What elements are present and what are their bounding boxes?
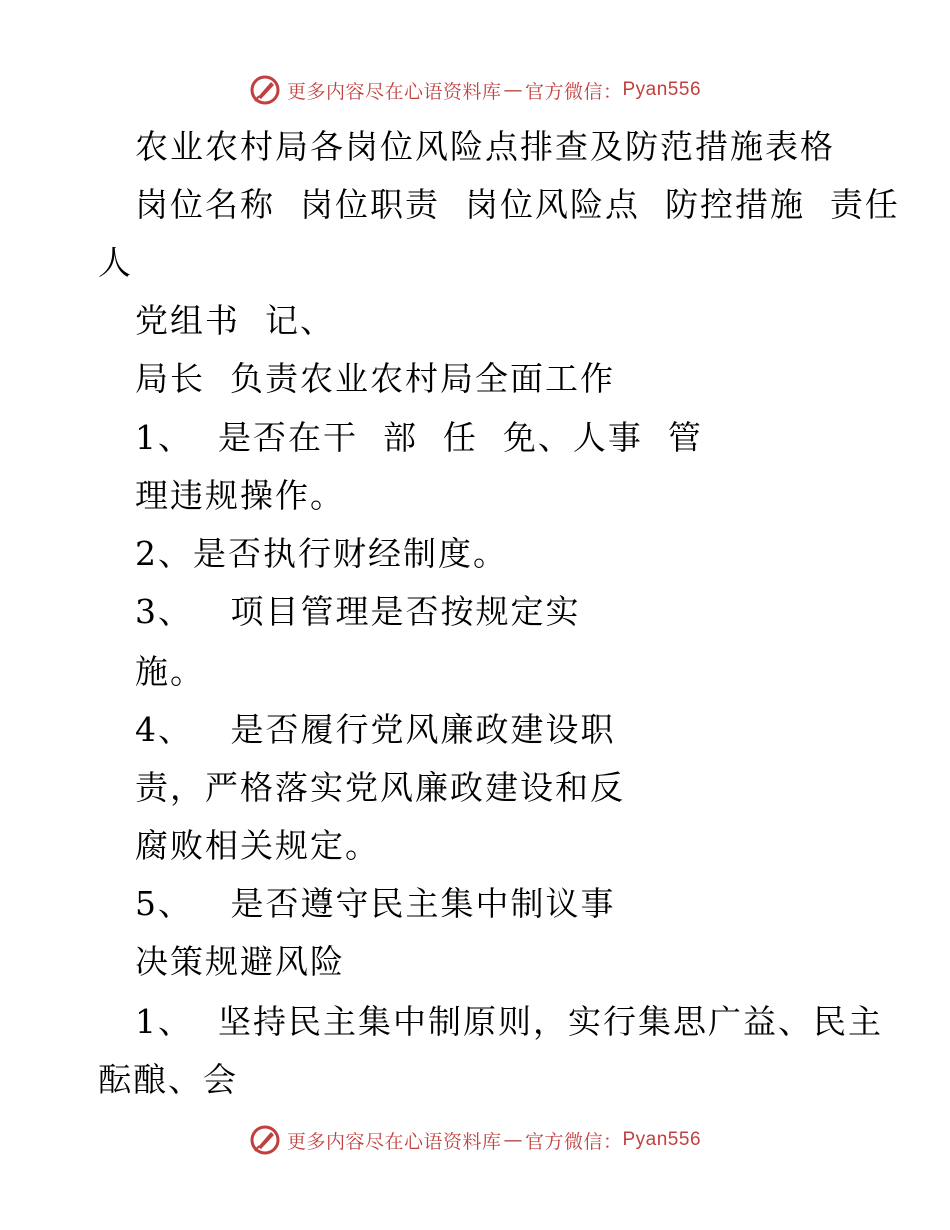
text-line: 2、是否执行财经制度。 <box>135 534 508 573</box>
feather-pen-icon <box>249 1124 281 1156</box>
text-line: 5、 是否遵守民主集中制议事 <box>135 884 616 923</box>
feather-pen-icon <box>249 74 281 106</box>
table-header-line-wrap: 人 <box>98 243 133 282</box>
text-line: 责，严格落实党风廉政建设和反 <box>135 768 625 807</box>
text-line: 1、 是否在干 部 任 免、人事 管 <box>135 418 703 457</box>
text-line: 施。 <box>135 652 205 691</box>
header-watermark <box>0 70 950 110</box>
table-header-line: 岗位名称 岗位职责 岗位风险点 防控措施 责任 <box>135 185 900 224</box>
footer-watermark <box>0 1120 950 1160</box>
text-line: 理违规操作。 <box>135 476 345 515</box>
text-line: 腐败相关规定。 <box>135 826 380 865</box>
watermark-wechat-id: Pyan556 <box>622 1129 702 1150</box>
text-line: 1、 坚持民主集中制原则，实行集思广益、民主 <box>135 1002 883 1041</box>
text-line: 4、 是否履行党风廉政建设职 <box>135 710 616 749</box>
watermark-main-text: 更多内容尽在心语资料库 <box>286 1130 502 1153</box>
text-line: 决策规避风险 <box>135 942 345 981</box>
watermark-sub-text: 官方微信： <box>524 1130 623 1153</box>
watermark-dash: — <box>503 1129 523 1151</box>
watermark-dash: — <box>503 79 523 101</box>
text-line: 酝酿、会 <box>98 1060 238 1099</box>
text-line: 党组书 记、 <box>135 301 335 340</box>
watermark-sub-text: 官方微信： <box>524 80 623 103</box>
watermark-main-text: 更多内容尽在心语资料库 <box>286 80 502 103</box>
text-line: 3、 项目管理是否按规定实 <box>135 592 581 631</box>
text-line: 局长 负责农业农村局全面工作 <box>135 359 615 398</box>
document-title: 农业农村局各岗位风险点排查及防范措施表格 <box>135 127 835 166</box>
watermark-wechat-id: Pyan556 <box>622 79 702 100</box>
